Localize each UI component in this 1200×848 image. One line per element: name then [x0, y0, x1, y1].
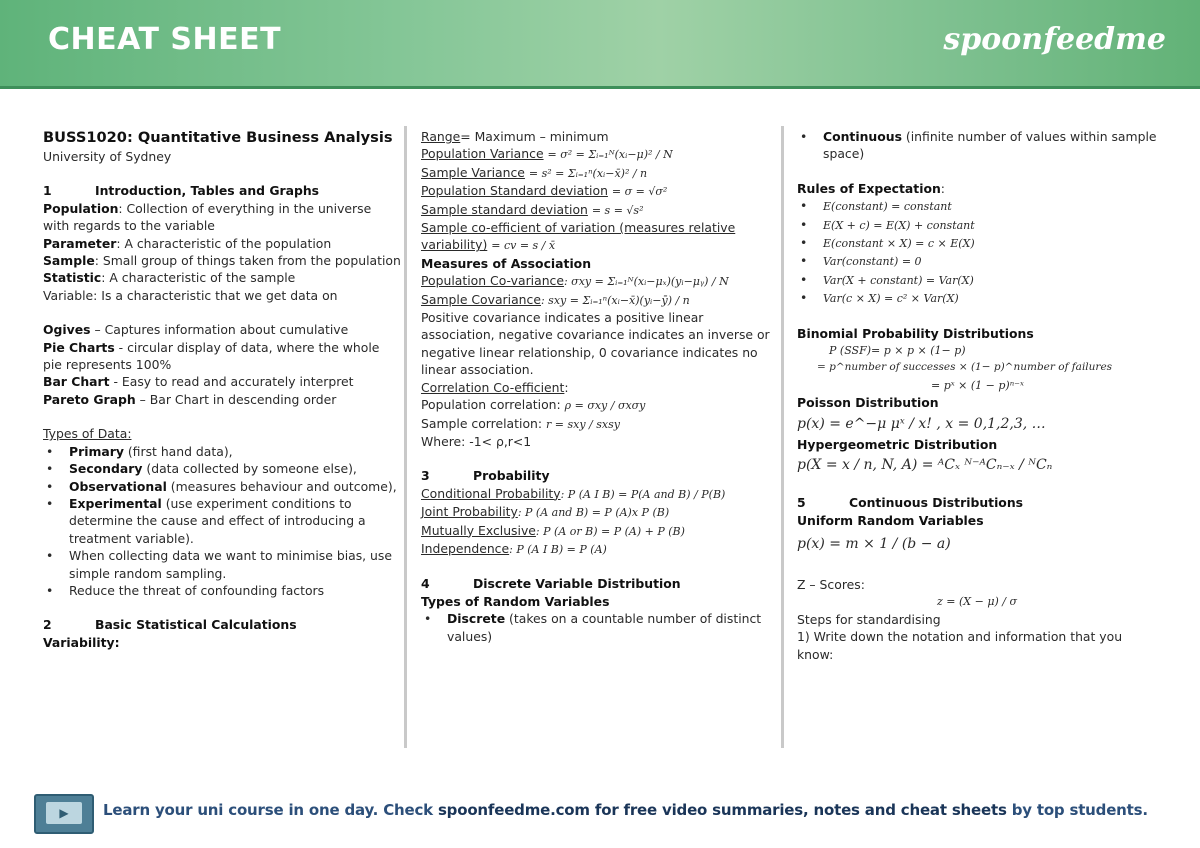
list-item: • Continuous (infinite number of values within sample space): [797, 128, 1157, 163]
z-scores-label: Z – Scores:: [797, 576, 865, 592]
population-correlation-line: Population correlation: ρ = σxy / σxσy: [421, 397, 646, 413]
hypergeometric-formula: p(X = x / n, N, A) = ᴬCₓ ᴺ⁻ᴬCₙ₋ₓ / ᴺCₙ: [797, 457, 1053, 474]
correlation-range: Where: -1< ρ,r<1: [421, 433, 532, 449]
binomial-heading: Binomial Probability Distributions: [797, 325, 1034, 341]
random-variable-list: [421, 610, 776, 645]
step-1: 1) Write down the notation and information that you know:: [797, 629, 1123, 662]
poisson-formula: p(x) = e^−μ μˣ / x! , x = 0,1,2,3, …: [797, 415, 1046, 432]
joint-probability-line: Joint Probability: P (A and B) = P (A)x P (B): [421, 504, 670, 520]
column-2: [421, 128, 776, 645]
sample-correlation-line: Sample correlation: r = sxy / sxsy: [421, 415, 620, 431]
sample-sd-line: Sample standard deviation = s = √s²: [421, 201, 644, 217]
hypergeometric-heading: Hypergeometric Distribution: [797, 436, 998, 452]
column-divider: [781, 126, 784, 748]
independence-line: Independence: P (A I B) = P (A): [421, 540, 607, 556]
random-variable-types-heading: Types of Random Variables: [421, 593, 610, 609]
mutually-exclusive-line: Mutually Exclusive: P (A or B) = P (A) + P (B): [421, 522, 685, 538]
population-variance-line: Population Variance = σ² = Σᵢ₌₁ᴺ(xᵢ−μ)² / N: [421, 146, 673, 162]
section-2-heading: 2 Basic Statistical Calculations: [43, 617, 297, 633]
definition-item: Sample: Small group of things taken from the population: [43, 253, 401, 269]
list-item: • Discrete (takes on a countable number of distinct values): [421, 610, 776, 645]
uniform-formula: p(x) = m × 1 / (b − a): [797, 535, 951, 552]
section-3-heading: 3 Probability: [421, 468, 550, 484]
continuous-list: [797, 128, 1157, 163]
correlation-heading: Correlation Co-efficient:: [421, 379, 569, 395]
list-item: • When collecting data we want to minimise bias, use simple random sampling.: [43, 547, 401, 582]
section-5-heading: 5 Continuous Distributions: [797, 495, 1024, 511]
footer-banner: [0, 782, 1200, 838]
list-item: • Experimental (use experiment conditions to determine the cause and effect of introducing a treatment variable).: [43, 495, 401, 547]
rules-heading: Rules of Expectation:: [797, 180, 945, 196]
footer-text: Learn your uni course in one day. Check spoonfeedme.com for free video summaries, notes and cheat sheets by top students.: [103, 801, 1148, 819]
chart-item: Bar Chart - Easy to read and accurately interpret: [43, 374, 354, 390]
list-item: • E(X + c) = E(X) + constant: [797, 216, 1157, 234]
list-item: • Var(c × X) = c² × Var(X): [797, 289, 1157, 307]
chart-item: Ogives – Captures information about cumulative: [43, 322, 349, 338]
column-divider: [404, 126, 407, 748]
list-item: • Var(X + constant) = Var(X): [797, 271, 1157, 289]
chart-item: Pie Charts - circular display of data, where the whole pie represents 100%: [43, 339, 380, 373]
column-3: [797, 128, 1157, 663]
rules-list: [797, 197, 1157, 307]
section-1-heading: 1 Introduction, Tables and Graphs: [43, 183, 320, 199]
course-title: BUSS1020: Quantitative Business Analysis: [43, 129, 393, 146]
population-sd-line: Population Standard deviation = σ = √σ²: [421, 183, 668, 199]
population-covariance-line: Population Co-variance: σxy = Σᵢ₌₁ᴺ(xᵢ−μₓ)(yᵢ−μᵧ) / N: [421, 273, 729, 289]
column-1: [43, 128, 401, 651]
list-item: • Primary (first hand data),: [43, 443, 401, 460]
definition-item: Variable: Is a characteristic that we get data on: [43, 287, 338, 303]
sample-covariance-line: Sample Covariance: sxy = Σᵢ₌₁ⁿ(xᵢ−x̄)(yᵢ−ȳ) / n: [421, 291, 690, 307]
list-item: • E(constant × X) = c × E(X): [797, 234, 1157, 252]
list-item: • Reduce the threat of confounding factors: [43, 582, 401, 599]
range-line: Range= Maximum – minimum: [421, 129, 609, 144]
chart-item: Pareto Graph – Bar Chart in descending order: [43, 391, 337, 407]
uniform-heading: Uniform Random Variables: [797, 512, 984, 528]
definition-item: Population: Collection of everything in the universe with regards to the variable: [43, 200, 372, 234]
poisson-heading: Poisson Distribution: [797, 395, 939, 411]
header-banner: [0, 0, 1200, 89]
list-item: • Observational (measures behaviour and outcome),: [43, 478, 401, 495]
types-of-data-heading: Types of Data:: [43, 426, 132, 442]
section-4-heading: 4 Discrete Variable Distribution: [421, 576, 681, 592]
definition-item: Parameter: A characteristic of the population: [43, 235, 332, 251]
header-title: CHEAT SHEET: [48, 22, 282, 57]
list-item: • Var(constant) = 0: [797, 252, 1157, 270]
footer-link[interactable]: spoonfeedme.com: [437, 801, 590, 819]
association-heading: Measures of Association: [421, 255, 592, 271]
list-item: • E(constant) = constant: [797, 197, 1157, 215]
list-item: • Secondary (data collected by someone else),: [43, 460, 401, 477]
cv-line: Sample co-efficient of variation (measures relative variability) = cv = s / x̄: [421, 220, 736, 253]
binomial-line: = pˣ × (1 − p)ⁿ⁻ˣ: [931, 378, 1024, 392]
university-name: University of Sydney: [43, 149, 172, 164]
sample-variance-line: Sample Variance = s² = Σᵢ₌₁ⁿ(xᵢ−x̄)² / n: [421, 164, 648, 180]
video-icon[interactable]: [34, 794, 94, 834]
brand-logo[interactable]: spoonfeedme: [943, 22, 1166, 57]
conditional-probability-line: Conditional Probability: P (A I B) = P(A and B) / P(B): [421, 485, 726, 501]
binomial-line: = p^number of successes × (1− p)^number of failures: [817, 361, 1113, 374]
z-formula: z = (X − μ) / σ: [937, 595, 1017, 609]
binomial-line: P (SSF)= p × p × (1− p): [829, 344, 966, 358]
definition-item: Statistic: A characteristic of the sample: [43, 270, 296, 286]
variability-heading: Variability:: [43, 634, 120, 650]
covariance-text: Positive covariance indicates a positive linear association, negative covariance indicates an inverse or negative linear relationship, 0 covariance indicates no linear association.: [421, 310, 770, 378]
types-of-data-list: [43, 443, 401, 600]
play-icon: ▶: [46, 802, 82, 824]
steps-heading: Steps for standardising: [797, 611, 941, 627]
